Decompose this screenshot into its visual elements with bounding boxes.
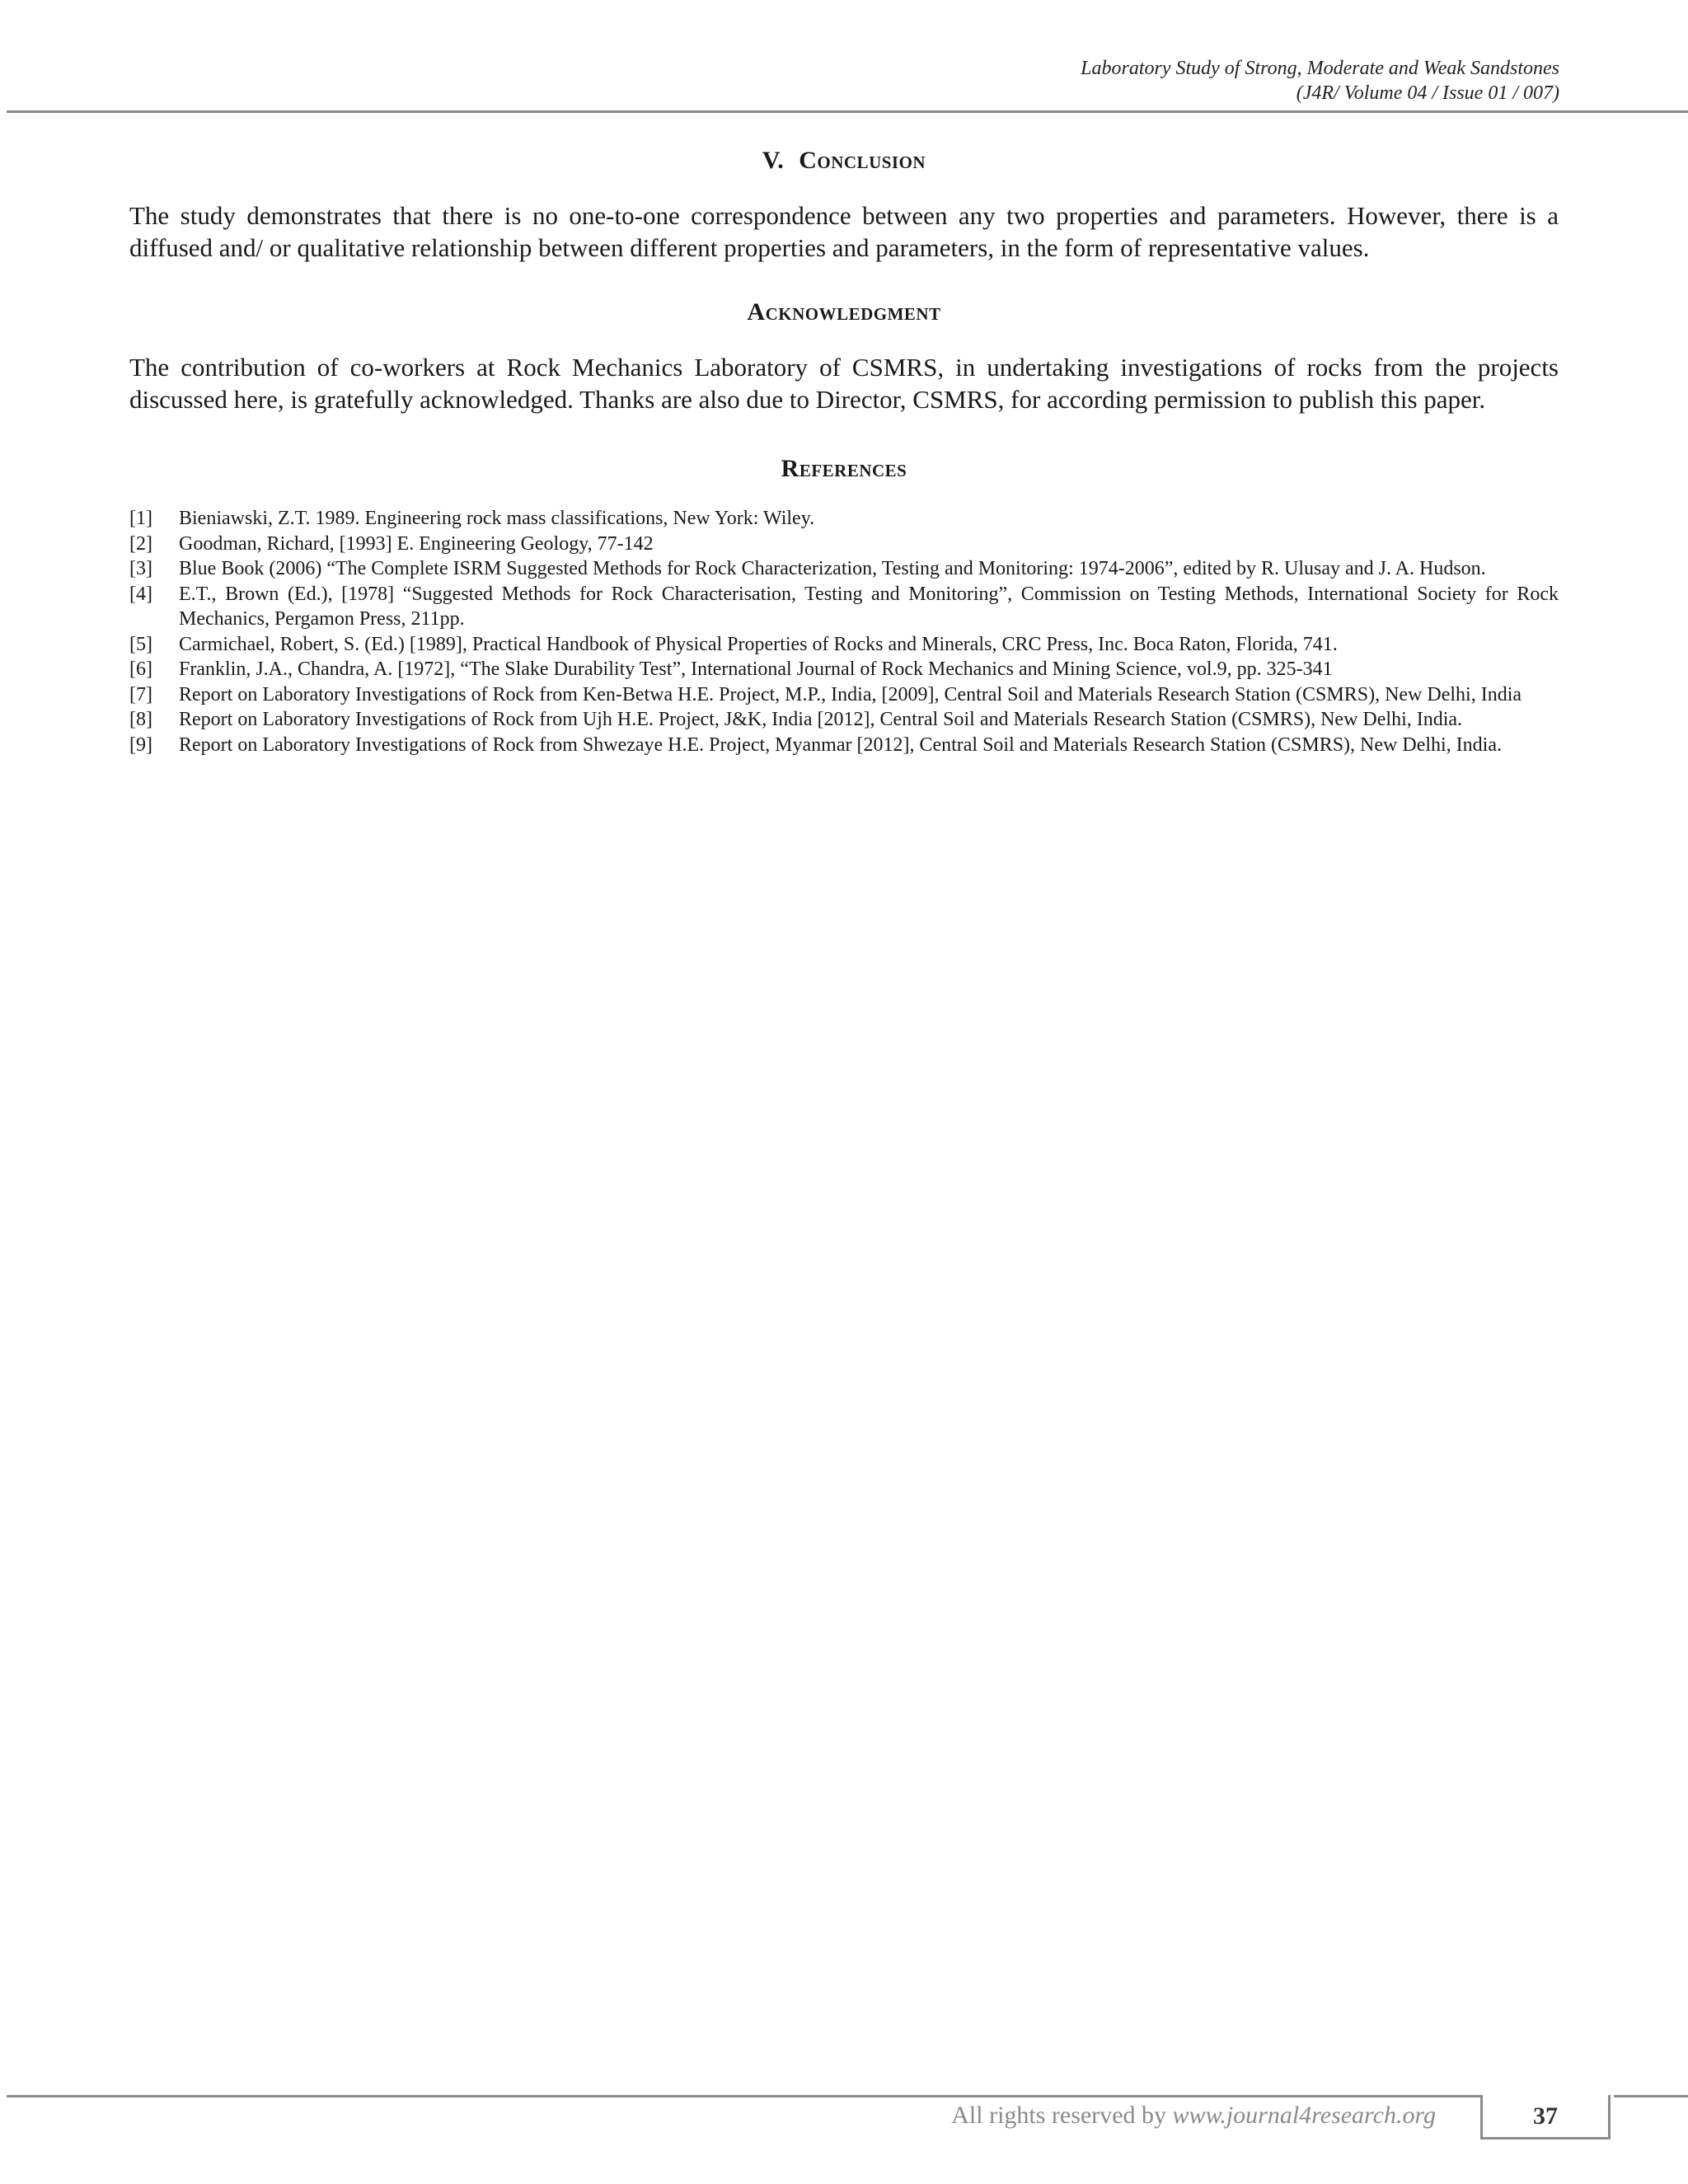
- reference-number: [4]: [129, 583, 152, 605]
- footer-rights: [951, 2102, 1436, 2130]
- page-number: 37: [1480, 2095, 1611, 2139]
- reference-text: Report on Laboratory Investigations of Rock from Shwezaye H.E. Project, Myanmar [2012], Central Soil and Materials Research Station (CSMRS), New Delhi, India.: [179, 733, 1502, 756]
- reference-item: [129, 632, 1559, 658]
- reference-text: Goodman, Richard, [1993] E. Engineering Geology, 77-142: [179, 532, 654, 555]
- reference-number: [6]: [129, 658, 152, 680]
- reference-number: [7]: [129, 683, 152, 705]
- reference-number: [1]: [129, 508, 152, 529]
- reference-text: Report on Laboratory Investigations of Rock from Ujh H.E. Project, J&K, India [2012], Central Soil and Materials Research Station (CSMRS), New Delhi, India.: [179, 709, 1463, 730]
- paper-title: Laboratory Study of Strong, Moderate and Weak Sandstones: [1081, 58, 1559, 79]
- conclusion-text: The study demonstrates that there is no one-to-one correspondence between any two properties and parameters. However, there is a diffused and/ or qualitative relationship between different properties and parameters, in the form of representative values.: [129, 201, 1559, 262]
- footer-rule: [7, 2095, 1482, 2097]
- reference-list: [129, 506, 1559, 757]
- journal-issue: (J4R/ Volume 04 / Issue 01 / 007): [1296, 82, 1559, 104]
- conclusion-heading: V. Conclusion: [762, 147, 926, 174]
- reference-number: [3]: [129, 558, 152, 579]
- reference-item: [129, 532, 1559, 557]
- acknowledgment-text: The contribution of co-workers at Rock Mechanics Laboratory of CSMRS, in undertaking investigations of rocks from the projects discussed here, is gratefully acknowledged. Thanks are also due to Director, CSMRS, for according permission to publish this paper.: [129, 353, 1559, 414]
- section-number: V.: [762, 147, 785, 174]
- reference-item: [129, 707, 1559, 733]
- reference-text: Blue Book (2006) “The Complete ISRM Suggested Methods for Rock Characterization, Testing and Monitoring: 1974-2006”, edited by R. Ulusay and J. A. Hudson.: [179, 558, 1486, 579]
- reference-number: [2]: [129, 532, 152, 555]
- header-rule: [7, 110, 1688, 113]
- reference-text: Carmichael, Robert, S. (Ed.) [1989], Practical Handbook of Physical Properties of Rocks and Minerals, CRC Press, Inc. Boca Raton, Florida, 741.: [179, 633, 1338, 655]
- running-header: [1081, 56, 1559, 105]
- footer-rule-right: [1614, 2095, 1688, 2097]
- reference-text: Bieniawski, Z.T. 1989. Engineering rock mass classifications, New York: Wiley.: [179, 508, 815, 529]
- reference-item: [129, 682, 1559, 708]
- references-heading: References: [781, 455, 907, 482]
- reference-text: Report on Laboratory Investigations of Rock from Ken-Betwa H.E. Project, M.P., India, [2009], Central Soil and Materials Research Station (CSMRS), New Delhi, India: [179, 683, 1522, 705]
- reference-number: [5]: [129, 633, 152, 655]
- reference-item: [129, 506, 1559, 532]
- acknowledgment-heading: Acknowledgment: [747, 298, 941, 326]
- reference-text: Franklin, J.A., Chandra, A. [1972], “The Slake Durability Test”, International Journal of Rock Mechanics and Mining Science, vol.9, pp. 325-341: [179, 658, 1333, 680]
- reference-item: [129, 556, 1559, 582]
- rights-label: All rights reserved by: [951, 2102, 1173, 2129]
- reference-text: E.T., Brown (Ed.), [1978] “Suggested Methods for Rock Characterisation, Testing and Monitoring”, Commission on Testing Methods, International Society for Rock Mechanics, Pergamon Press, 211pp.: [179, 583, 1559, 630]
- reference-item: [129, 582, 1559, 632]
- reference-number: [8]: [129, 709, 152, 730]
- reference-item: [129, 657, 1559, 682]
- reference-number: [9]: [129, 733, 152, 756]
- journal-website: www.journal4research.org: [1172, 2102, 1436, 2129]
- reference-item: [129, 733, 1559, 758]
- page-content: [129, 140, 1559, 757]
